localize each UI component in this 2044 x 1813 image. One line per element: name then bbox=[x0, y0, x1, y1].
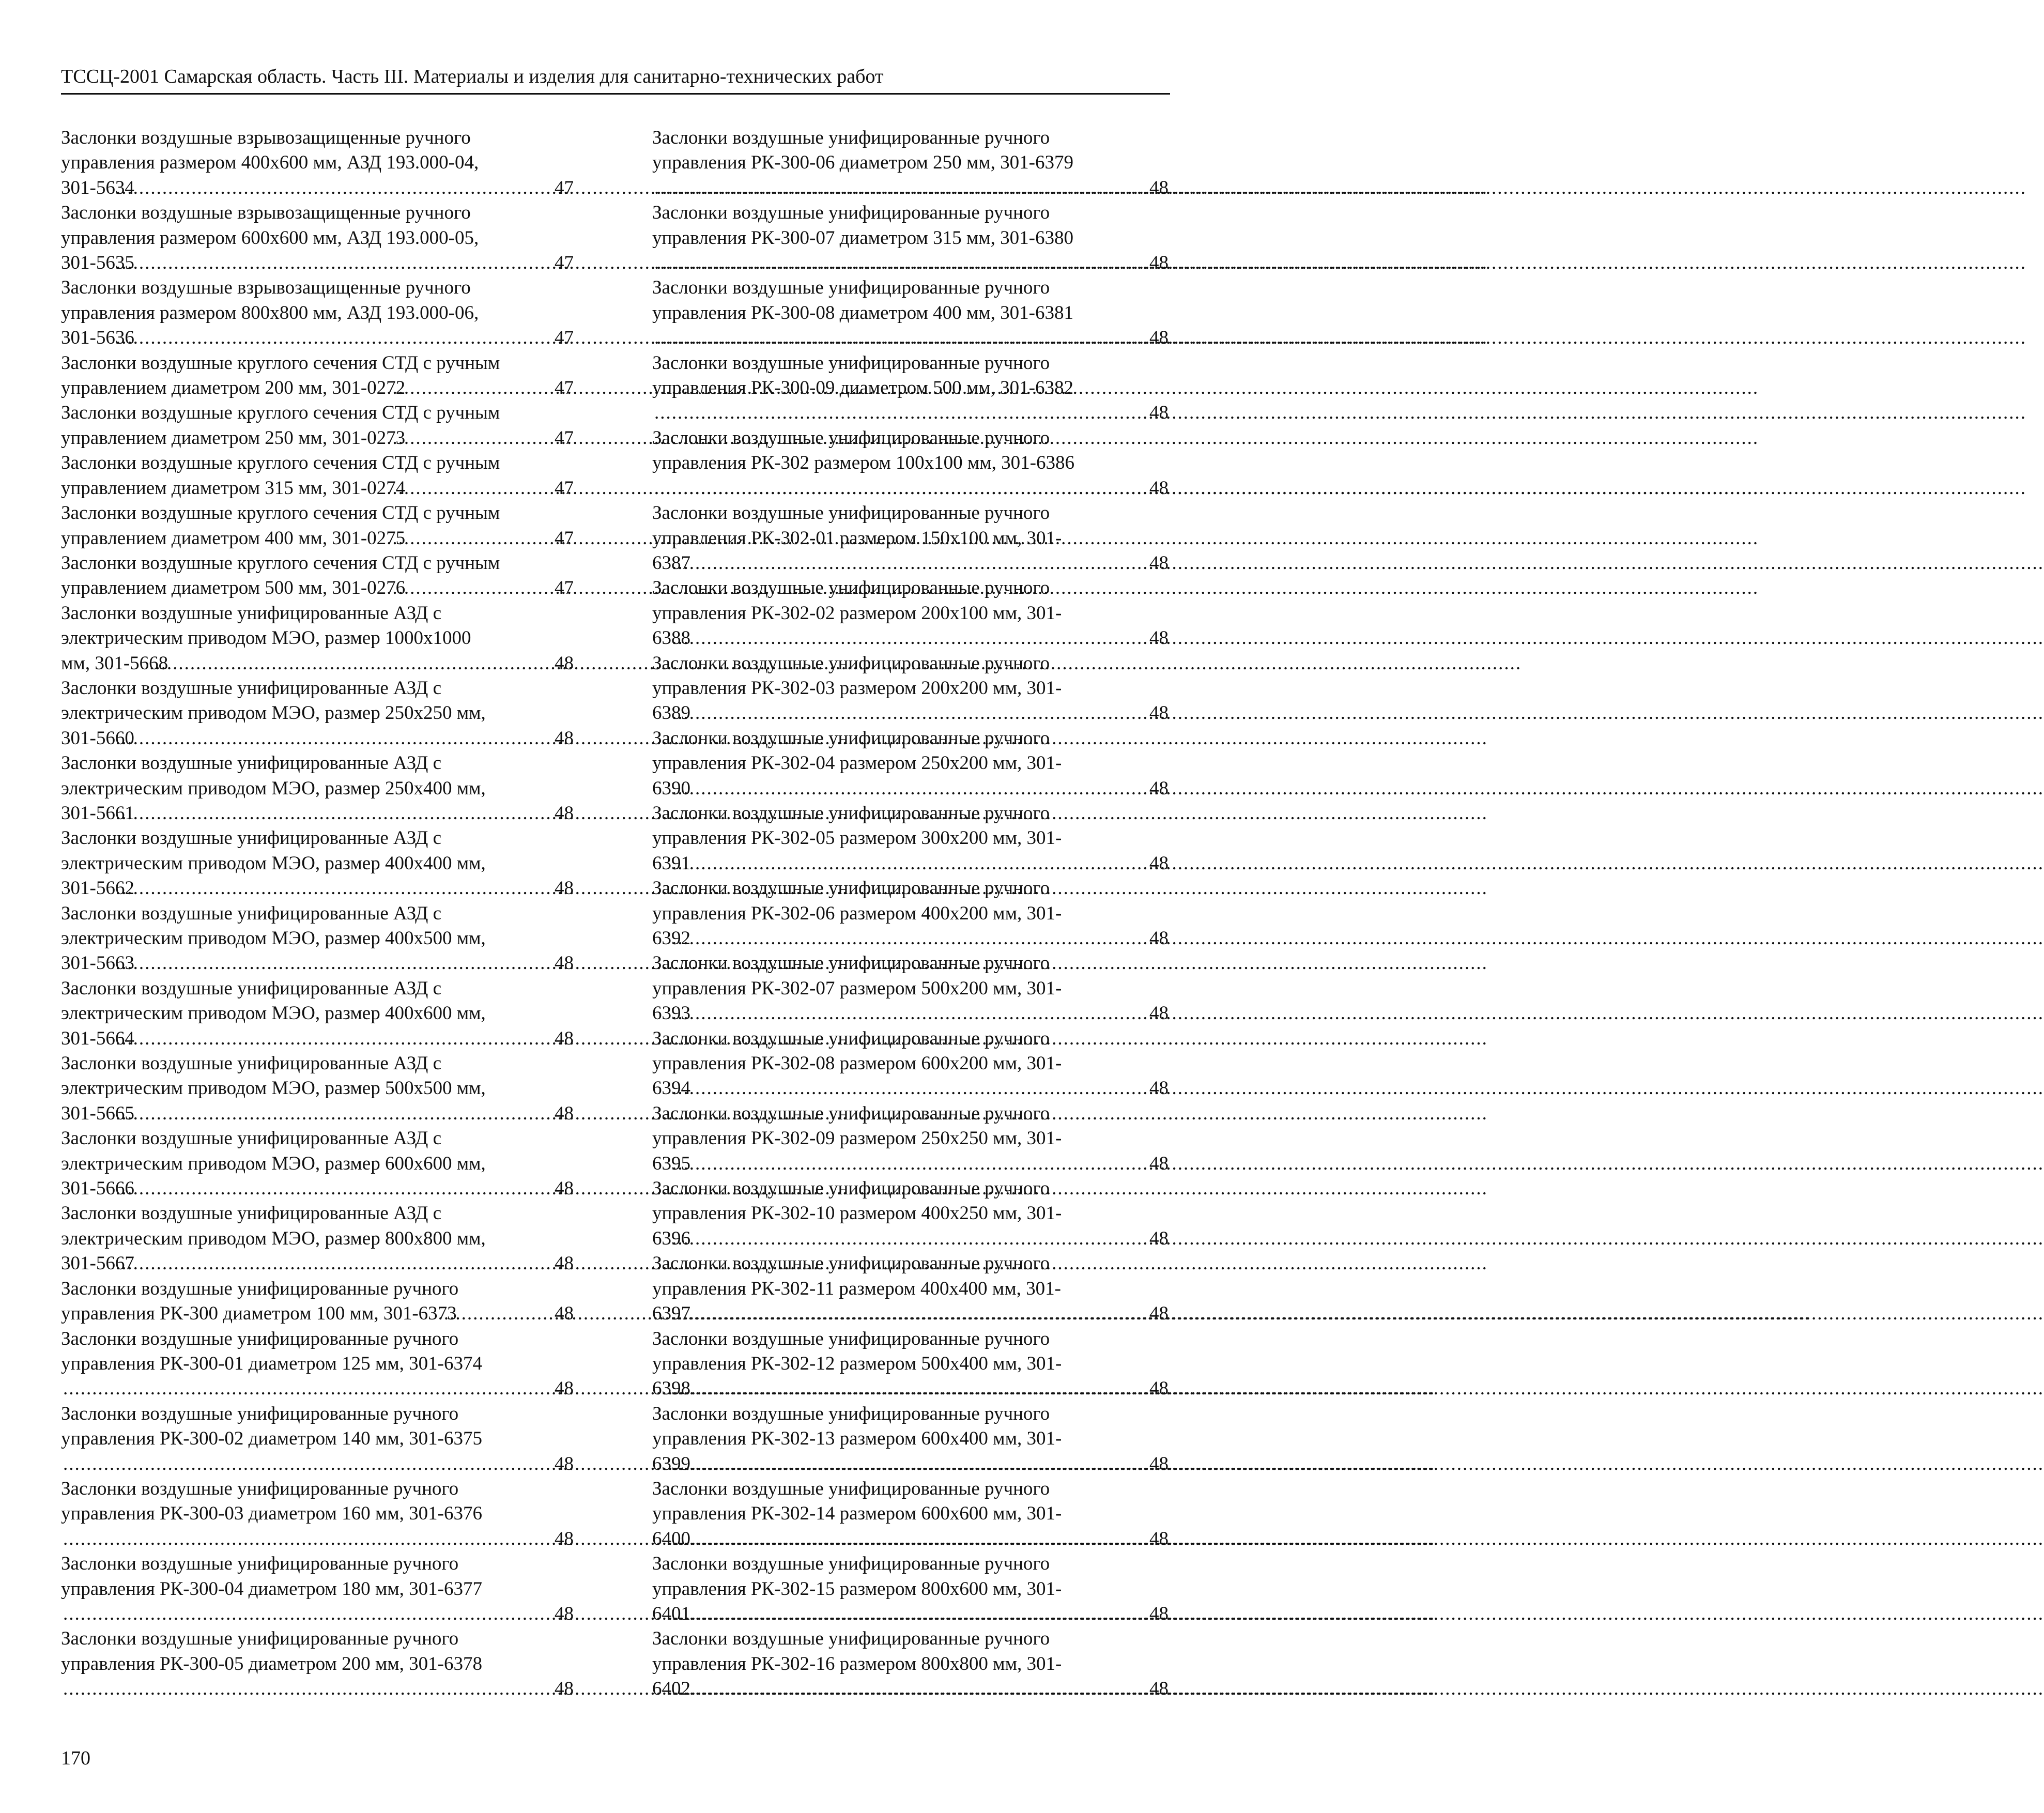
index-entry-text: Заслонки воздушные круглого сечения СТД с ручным bbox=[61, 452, 500, 474]
page-header: ТССЦ-2001 Самарская область. Часть III. Материалы и изделия для санитарно-технических работ bbox=[61, 66, 884, 87]
index-entry-text: 301-5665 bbox=[61, 1102, 134, 1124]
index-entry-text: Заслонки воздушные унифицированные ручного bbox=[61, 1478, 459, 1499]
index-entry-text: Заслонки воздушные унифицированные АЗД с bbox=[61, 902, 441, 924]
index-entry-text: 301-5661 bbox=[61, 802, 134, 824]
index-entry-last-line: управлением диаметром 315 мм, 301-0274 ..... 47 bbox=[82, 476, 575, 501]
index-entry-text: Заслонки воздушные круглого сечения СТД с ручным bbox=[61, 352, 500, 374]
index-entry-last-line: ..... 48 bbox=[82, 1452, 575, 1477]
index-entry bbox=[61, 826, 575, 901]
index-entry-last-line: 6400 ..... 48 bbox=[673, 1527, 1170, 1551]
index-entry-last-line: 6396 ..... 48 bbox=[673, 1226, 1170, 1251]
index-entry bbox=[652, 426, 1170, 501]
index-entry bbox=[61, 1327, 575, 1402]
index-entry-text: 301-5635 bbox=[61, 252, 134, 274]
index-entry-text: управления РК-300-08 диаметром 400 мм, 301-6381 bbox=[652, 302, 1073, 324]
index-entry-text: управления размером 800х800 мм, АЗД 193.000-06, bbox=[61, 302, 479, 324]
index-entry-text: 6387 bbox=[652, 552, 690, 574]
index-entry-last-line: ..... 48 bbox=[82, 1527, 575, 1551]
index-entry-last-line: 6402 ..... 48 bbox=[673, 1677, 1170, 1701]
dot-leader bbox=[693, 851, 1168, 876]
index-entry-text: Заслонки воздушные унифицированные ручного bbox=[652, 352, 1050, 374]
index-entry bbox=[652, 501, 1170, 576]
index-entry bbox=[652, 1101, 1170, 1176]
index-entry-text: Заслонки воздушные взрывозащищенные ручного bbox=[61, 202, 471, 224]
index-entry-last-line: ..... 48 bbox=[82, 1602, 575, 1626]
index-entry-text: Заслонки воздушные унифицированные ручного bbox=[652, 802, 1050, 824]
index-entry bbox=[652, 651, 1170, 726]
dot-leader bbox=[136, 176, 573, 201]
index-entry bbox=[61, 601, 575, 676]
index-entry-text: управления РК-302-15 размером 800х600 мм, 301- bbox=[652, 1578, 1062, 1600]
index-entry-last-line: управления РК-300 диаметром 100 мм, 301-6373 ..... 48 bbox=[82, 1301, 575, 1326]
index-entry-text: 301-5660 bbox=[61, 727, 134, 749]
dot-leader bbox=[407, 576, 573, 601]
index-entry-last-line: 301-5634 ..... 47 bbox=[82, 176, 575, 201]
index-entry-text: Заслонки воздушные унифицированные ручного bbox=[652, 1178, 1050, 1200]
index-entry-text: Заслонки воздушные унифицированные ручного bbox=[652, 427, 1050, 449]
dot-leader bbox=[136, 1176, 573, 1201]
dot-leader bbox=[136, 1026, 573, 1051]
index-entry-text: мм, 301-5668 bbox=[61, 652, 168, 674]
index-entry-text: управления размером 600х600 мм, АЗД 193.000-05, bbox=[61, 227, 479, 249]
index-entry-text: управления РК-302-07 размером 500х200 мм, 301- bbox=[652, 977, 1062, 999]
index-entry bbox=[652, 1176, 1170, 1251]
index-entry-text: 6392 bbox=[652, 928, 690, 949]
index-entry-text: Заслонки воздушные унифицированные АЗД с bbox=[61, 977, 441, 999]
index-entry bbox=[652, 1626, 1170, 1701]
index-entry-text: электрическим приводом МЭО, размер 500х500 мм, bbox=[61, 1078, 486, 1099]
index-entry-last-line: 6387 ..... 48 bbox=[673, 551, 1170, 576]
index-entry-last-line: 6390 ..... 48 bbox=[673, 776, 1170, 801]
index-entry-text: Заслонки воздушные унифицированные ручного bbox=[652, 1403, 1050, 1424]
index-entry bbox=[61, 1277, 575, 1327]
index-entry bbox=[61, 751, 575, 826]
index-entry-last-line: 6393 ..... 48 bbox=[673, 1001, 1170, 1026]
index-entry-last-line: 301-5663 ..... 48 bbox=[82, 951, 575, 976]
dot-leader bbox=[675, 476, 1168, 501]
index-entry-text: Заслонки воздушные унифицированные ручного bbox=[652, 652, 1050, 674]
index-entry bbox=[61, 201, 575, 275]
index-entry-text: Заслонки воздушные унифицированные ручного bbox=[652, 577, 1050, 599]
dot-leader bbox=[136, 1101, 573, 1126]
index-entry-text: Заслонки воздушные унифицированные ручного bbox=[652, 878, 1050, 899]
index-entry-text: 301-5664 bbox=[61, 1027, 134, 1049]
index-entry-last-line: 301-5635 ..... 47 bbox=[82, 251, 575, 275]
index-entry bbox=[61, 551, 575, 601]
index-entry-text: Заслонки воздушные унифицированные ручного bbox=[61, 1403, 459, 1424]
index-entry-last-line: 6388 ..... 48 bbox=[673, 626, 1170, 651]
index-entry-last-line: ..... 48 bbox=[82, 1376, 575, 1401]
index-entry-text: 301-5634 bbox=[61, 177, 134, 198]
index-column-left bbox=[61, 126, 575, 1702]
index-entry bbox=[652, 1026, 1170, 1101]
dot-leader bbox=[693, 1376, 1168, 1401]
index-entry bbox=[652, 1251, 1170, 1326]
index-entry bbox=[61, 1477, 575, 1551]
index-entry-text: электрическим приводом МЭО, размер 1000х1000 bbox=[61, 627, 471, 649]
index-entry-text: Заслонки воздушные круглого сечения СТД с ручным bbox=[61, 502, 500, 524]
index-entry-text: 6389 bbox=[652, 702, 690, 724]
index-entry-last-line: 6395 ..... 48 bbox=[673, 1151, 1170, 1176]
dot-leader bbox=[136, 326, 573, 350]
index-entry-last-line: 6399 ..... 48 bbox=[673, 1452, 1170, 1477]
index-entry bbox=[61, 1201, 575, 1276]
index-entry-text: Заслонки воздушные унифицированные АЗД с bbox=[61, 1128, 441, 1149]
dot-leader bbox=[693, 626, 1168, 651]
dot-leader bbox=[693, 701, 1168, 726]
index-entry-text: 6397 bbox=[652, 1303, 690, 1325]
index-entry-text: 301-5636 bbox=[61, 327, 134, 349]
index-entry-text: управления РК-302-08 размером 600х200 мм, 301- bbox=[652, 1053, 1062, 1074]
index-entry bbox=[652, 1477, 1170, 1551]
index-entry bbox=[652, 951, 1170, 1026]
index-entry-last-line: ..... 48 bbox=[673, 401, 1170, 425]
dot-leader bbox=[136, 726, 573, 751]
dot-leader bbox=[84, 1602, 573, 1626]
index-entry bbox=[652, 1551, 1170, 1626]
index-entry-text: Заслонки воздушные унифицированные ручного bbox=[652, 127, 1050, 148]
dot-leader bbox=[170, 651, 573, 676]
index-entry-text: управления РК-302-09 размером 250х250 мм, 301- bbox=[652, 1128, 1062, 1149]
index-entry-last-line: управлением диаметром 500 мм, 301-0276 ..... 47 bbox=[82, 576, 575, 601]
dot-leader bbox=[675, 326, 1168, 350]
index-entry-text: управления РК-300-06 диаметром 250 мм, 301-6379 bbox=[652, 152, 1073, 174]
index-entry-last-line: мм, 301-5668 ..... 48 bbox=[82, 651, 575, 676]
index-entry-text: управления РК-300-03 диаметром 160 мм, 301-6376 bbox=[61, 1503, 482, 1525]
index-entry-last-line: 6389 ..... 48 bbox=[673, 701, 1170, 726]
dot-leader bbox=[136, 951, 573, 976]
index-entry-text: управлением диаметром 400 мм, 301-0275 bbox=[61, 527, 406, 549]
index-entry-text: управлением диаметром 500 мм, 301-0276 bbox=[61, 577, 406, 599]
page-number: 170 bbox=[61, 1747, 90, 1769]
index-entry-text: Заслонки воздушные унифицированные ручного bbox=[61, 1628, 459, 1650]
index-entry bbox=[61, 351, 575, 401]
dot-leader bbox=[675, 251, 1168, 275]
index-entry bbox=[652, 1327, 1170, 1402]
index-entry-text: Заслонки воздушные унифицированные ручного bbox=[652, 202, 1050, 224]
index-entry-last-line: 301-5636 ..... 47 bbox=[82, 326, 575, 350]
index-entry-text: Заслонки воздушные унифицированные АЗД с bbox=[61, 1203, 441, 1224]
index-entry bbox=[61, 1626, 575, 1701]
index-entry-text: 301-5667 bbox=[61, 1253, 134, 1274]
index-entry-text: Заслонки воздушные унифицированные АЗД с bbox=[61, 827, 441, 849]
index-entry-last-line: ..... 48 bbox=[673, 476, 1170, 501]
dot-leader bbox=[693, 1527, 1168, 1551]
index-entry-text: электрическим приводом МЭО, размер 400х400 мм, bbox=[61, 852, 486, 874]
dot-leader bbox=[407, 526, 573, 551]
dot-leader bbox=[693, 926, 1168, 951]
index-entry-text: управления РК-302-11 размером 400х400 мм, 301- bbox=[652, 1278, 1061, 1299]
index-entry bbox=[652, 201, 1170, 275]
dot-leader bbox=[693, 1677, 1168, 1701]
index-entry bbox=[61, 451, 575, 501]
index-entry-text: управления РК-302-01 размером 150х100 мм, 301- bbox=[652, 527, 1062, 549]
index-entry bbox=[61, 1126, 575, 1201]
index-entry bbox=[652, 876, 1170, 951]
dot-leader bbox=[84, 1677, 573, 1701]
dot-leader bbox=[84, 1452, 573, 1477]
index-entry bbox=[61, 501, 575, 551]
index-entry-last-line: 6392 ..... 48 bbox=[673, 926, 1170, 951]
dot-leader bbox=[693, 551, 1168, 576]
index-entry bbox=[652, 351, 1170, 426]
index-entry-text: Заслонки воздушные унифицированные ручного bbox=[652, 277, 1050, 299]
index-entry-last-line: управлением диаметром 200 мм, 301-0272 ..... 47 bbox=[82, 376, 575, 401]
index-entry-text: 6399 bbox=[652, 1453, 690, 1474]
index-entry-text: Заслонки воздушные унифицированные АЗД с bbox=[61, 1053, 441, 1074]
index-entry bbox=[61, 901, 575, 976]
index-entry bbox=[61, 401, 575, 451]
dot-leader bbox=[407, 476, 573, 501]
index-entry-text: 6400 bbox=[652, 1528, 690, 1549]
index-entry bbox=[61, 976, 575, 1051]
index-entry-last-line: 301-5664 ..... 48 bbox=[82, 1026, 575, 1051]
index-entry bbox=[61, 1551, 575, 1626]
index-entry-text: 6391 bbox=[652, 852, 690, 874]
index-entry-text: Заслонки воздушные унифицированные ручного bbox=[61, 1328, 459, 1349]
dot-leader bbox=[693, 1602, 1168, 1626]
index-entry-text: управления РК-302-05 размером 300х200 мм, 301- bbox=[652, 827, 1062, 849]
index-entry bbox=[61, 275, 575, 350]
index-entry-text: управления РК-302-10 размером 400х250 мм, 301- bbox=[652, 1203, 1062, 1224]
index-entry-text: Заслонки воздушные унифицированные ручного bbox=[652, 1253, 1050, 1274]
index-entry-text: Заслонки воздушные круглого сечения СТД с ручным bbox=[61, 402, 500, 424]
index-entry-last-line: 6398 ..... 48 bbox=[673, 1376, 1170, 1401]
dot-leader bbox=[136, 801, 573, 826]
index-entry-text: управлением диаметром 315 мм, 301-0274 bbox=[61, 477, 406, 499]
dot-leader bbox=[136, 1251, 573, 1276]
index-entry-text: управления РК-300-04 диаметром 180 мм, 301-6377 bbox=[61, 1578, 482, 1600]
index-entry bbox=[61, 676, 575, 751]
index-entry bbox=[652, 126, 1170, 201]
index-entry-text: управления РК-300-07 диаметром 315 мм, 301-6380 bbox=[652, 227, 1073, 249]
dot-leader bbox=[136, 876, 573, 901]
index-entry-text: управления РК-300-02 диаметром 140 мм, 301-6375 bbox=[61, 1428, 482, 1450]
dot-leader bbox=[693, 1301, 1168, 1326]
index-entry-last-line: 301-5665 ..... 48 bbox=[82, 1101, 575, 1126]
index-entry-text: Заслонки воздушные унифицированные АЗД с bbox=[61, 602, 441, 624]
index-entry-text: Заслонки воздушные унифицированные ручного bbox=[652, 1553, 1050, 1575]
dot-leader bbox=[693, 1076, 1168, 1101]
index-entry bbox=[652, 1402, 1170, 1477]
index-entry-text: Заслонки воздушные унифицированные ручного bbox=[652, 1328, 1050, 1349]
dot-leader bbox=[693, 1001, 1168, 1026]
index-entry-text: 6388 bbox=[652, 627, 690, 649]
index-entry-text: Заслонки воздушные взрывозащищенные ручного bbox=[61, 277, 471, 299]
index-entry-text: 301-5663 bbox=[61, 952, 134, 974]
index-entry-text: Заслонки воздушные унифицированные ручного bbox=[652, 1478, 1050, 1499]
dot-leader bbox=[84, 1376, 573, 1401]
index-entry-last-line: ..... 48 bbox=[82, 1677, 575, 1701]
index-entry-text: Заслонки воздушные унифицированные ручного bbox=[652, 1102, 1050, 1124]
dot-leader bbox=[675, 401, 1168, 425]
index-entry-text: Заслонки воздушные унифицированные АЗД с bbox=[61, 752, 441, 774]
dot-leader bbox=[693, 1452, 1168, 1477]
index-column-right bbox=[652, 126, 1170, 1702]
index-entry-last-line: управлением диаметром 400 мм, 301-0275 ..... 47 bbox=[82, 526, 575, 551]
index-entry-text: управления РК-302 размером 100х100 мм, 301-6386 bbox=[652, 452, 1074, 474]
index-entry-text: управления РК-300-05 диаметром 200 мм, 301-6378 bbox=[61, 1653, 482, 1674]
index-entry-text: Заслонки воздушные унифицированные ручного bbox=[652, 1027, 1050, 1049]
index-entry-last-line: ..... 48 bbox=[673, 326, 1170, 350]
index-entry-text: Заслонки воздушные унифицированные ручного bbox=[652, 1628, 1050, 1650]
dot-leader bbox=[407, 376, 573, 401]
dot-leader bbox=[693, 1151, 1168, 1176]
header-divider bbox=[61, 93, 1170, 95]
dot-leader bbox=[693, 776, 1168, 801]
index-entry-last-line: 301-5667 ..... 48 bbox=[82, 1251, 575, 1276]
index-entry-last-line: 301-5666 ..... 48 bbox=[82, 1176, 575, 1201]
index-entry-text: 6402 bbox=[652, 1678, 690, 1700]
index-entry-last-line: управлением диаметром 250 мм, 301-0273 ..... 47 bbox=[82, 426, 575, 451]
index-entry-text: 6390 bbox=[652, 777, 690, 799]
index-entry-text: управления РК-302-02 размером 200х100 мм, 301- bbox=[652, 602, 1062, 624]
index-entry-text: управления РК-302-06 размером 400х200 мм, 301- bbox=[652, 902, 1062, 924]
index-entry-text: управления РК-300 диаметром 100 мм, 301-6373 bbox=[61, 1303, 457, 1325]
index-entry-last-line: 6391 ..... 48 bbox=[673, 851, 1170, 876]
index-entry-text: электрическим приводом МЭО, размер 250х400 мм, bbox=[61, 777, 486, 799]
index-entry bbox=[652, 576, 1170, 651]
index-entry-text: управления РК-302-12 размером 500х400 мм, 301- bbox=[652, 1353, 1062, 1374]
dot-leader bbox=[675, 176, 1168, 201]
index-entry-last-line: ..... 48 bbox=[673, 251, 1170, 275]
index-entry bbox=[652, 726, 1170, 801]
index-entry-text: управления РК-302-16 размером 800х800 мм, 301- bbox=[652, 1653, 1062, 1674]
index-entry-text: Заслонки воздушные унифицированные ручного bbox=[652, 727, 1050, 749]
index-entry-text: управления РК-302-04 размером 250х200 мм, 301- bbox=[652, 752, 1062, 774]
index-entry-text: электрическим приводом МЭО, размер 400х600 мм, bbox=[61, 1003, 486, 1024]
index-entry-last-line: 301-5662 ..... 48 bbox=[82, 876, 575, 901]
dot-leader bbox=[84, 1527, 573, 1551]
index-entry-text: Заслонки воздушные унифицированные ручного bbox=[652, 952, 1050, 974]
index-entry-last-line: 6401 ..... 48 bbox=[673, 1602, 1170, 1626]
index-entry bbox=[652, 275, 1170, 350]
index-entry-text: 6398 bbox=[652, 1378, 690, 1400]
index-entry-text: Заслонки воздушные унифицированные АЗД с bbox=[61, 677, 441, 699]
index-entry-text: управления РК-302-13 размером 600х400 мм, 301- bbox=[652, 1428, 1062, 1450]
index-entry-last-line: 6397 ..... 48 bbox=[673, 1301, 1170, 1326]
index-entry bbox=[61, 126, 575, 201]
dot-leader bbox=[407, 426, 573, 451]
index-entry-text: 6393 bbox=[652, 1003, 690, 1024]
index-entry-text: управления РК-300-01 диаметром 125 мм, 301-6374 bbox=[61, 1353, 482, 1374]
index-entry-last-line: 301-5661 ..... 48 bbox=[82, 801, 575, 826]
index-entry-last-line: 301-5660 ..... 48 bbox=[82, 726, 575, 751]
index-entry bbox=[61, 1402, 575, 1477]
index-entry-text: Заслонки воздушные унифицированные ручного bbox=[61, 1553, 459, 1575]
index-entry-text: 6394 bbox=[652, 1078, 690, 1099]
index-entry-text: управлением диаметром 200 мм, 301-0272 bbox=[61, 377, 406, 399]
index-entry-text: Заслонки воздушные унифицированные ручного bbox=[652, 502, 1050, 524]
index-entry-text: управления размером 400х600 мм, АЗД 193.000-04, bbox=[61, 152, 479, 174]
index-entry-text: электрическим приводом МЭО, размер 400х500 мм, bbox=[61, 928, 486, 949]
index-entry-text: Заслонки воздушные круглого сечения СТД с ручным bbox=[61, 552, 500, 574]
index-entry-text: Заслонки воздушные унифицированные ручного bbox=[61, 1278, 459, 1299]
index-entry-text: управления РК-300-09 диаметром 500 мм, 301-6382 bbox=[652, 377, 1073, 399]
index-entry bbox=[652, 801, 1170, 876]
index-entry bbox=[61, 1051, 575, 1126]
dot-leader bbox=[136, 251, 573, 275]
index-entry-text: электрическим приводом МЭО, размер 800х800 мм, bbox=[61, 1227, 486, 1249]
dot-leader bbox=[693, 1226, 1168, 1251]
index-entry-text: 301-5662 bbox=[61, 878, 134, 899]
index-entry-text: электрическим приводом МЭО, размер 600х600 мм, bbox=[61, 1153, 486, 1174]
index-entry-text: управления РК-302-14 размером 600х600 мм, 301- bbox=[652, 1503, 1062, 1525]
index-entry-text: 6395 bbox=[652, 1153, 690, 1174]
index-entry-text: 301-5666 bbox=[61, 1178, 134, 1200]
index-entry-text: управлением диаметром 250 мм, 301-0273 bbox=[61, 427, 406, 449]
index-entry-text: 6401 bbox=[652, 1603, 690, 1624]
index-entry-text: 6396 bbox=[652, 1227, 690, 1249]
index-entry-text: Заслонки воздушные взрывозащищенные ручного bbox=[61, 127, 471, 148]
index-entry-last-line: 6394 ..... 48 bbox=[673, 1076, 1170, 1101]
index-entry-text: электрическим приводом МЭО, размер 250х250 мм, bbox=[61, 702, 486, 724]
index-entry-text: управления РК-302-03 размером 200х200 мм, 301- bbox=[652, 677, 1062, 699]
index-entry-last-line: ..... 48 bbox=[673, 176, 1170, 201]
